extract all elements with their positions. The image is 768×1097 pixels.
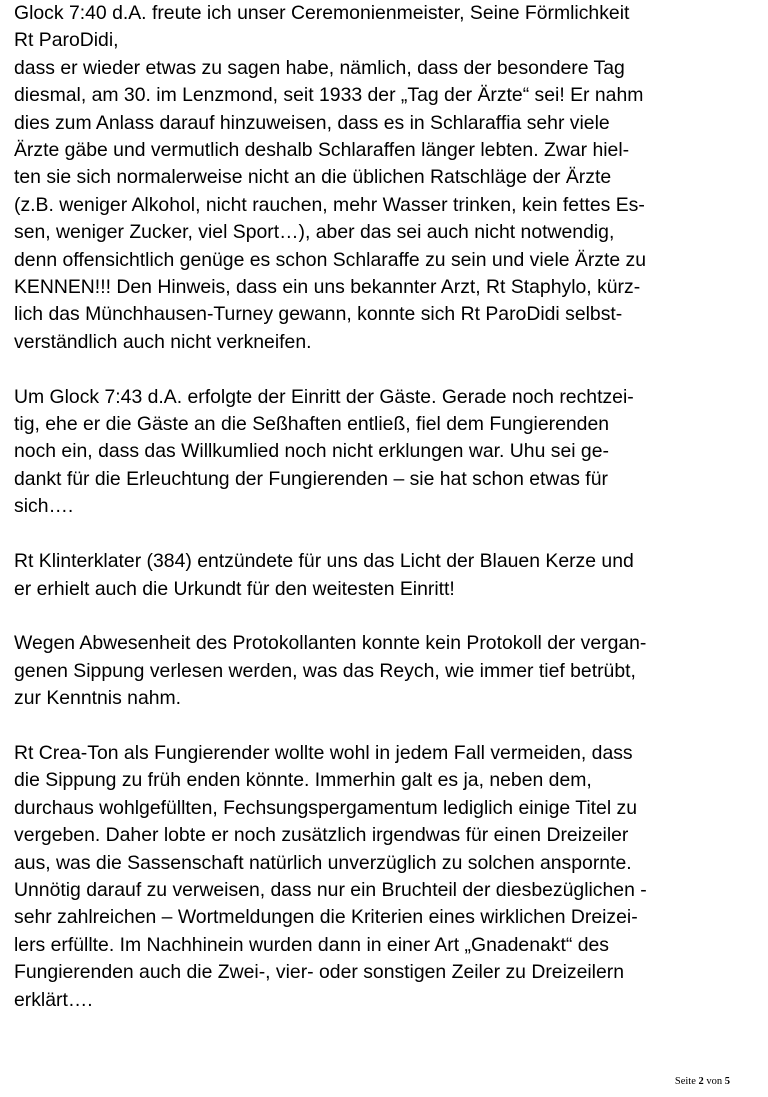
text-line: noch ein, dass das Willkumlied noch nicht erklungen war. Uhu sei ge-: [14, 440, 609, 463]
text-line: sen, weniger Zucker, viel Sport…), aber das sei auch nicht notwendig,: [14, 221, 615, 244]
footer-page-number: 2: [698, 1076, 704, 1087]
text-line: sich….: [14, 495, 74, 518]
text-line: Fungierenden auch die Zwei-, vier- oder sonstigen Zeiler zu Dreizeilern: [14, 961, 625, 984]
text-line: verständlich auch nicht verkneifen.: [14, 330, 312, 353]
paragraph-protokoll: [14, 630, 754, 712]
paragraph-spacer: [14, 521, 754, 548]
text-line: aus, was die Sassenschaft natürlich unverzüglich zu solchen anspornte.: [14, 851, 632, 874]
text-line: Rt Crea-Ton als Fungierender wollte wohl in jedem Fall vermeiden, dass: [14, 741, 633, 764]
paragraph-spacer: [14, 713, 754, 740]
text-line: lich das Münchhausen-Turney gewann, konnte sich Rt ParoDidi selbst-: [14, 303, 623, 326]
text-line: Rt ParoDidi,: [14, 29, 119, 52]
text-line: Glock 7:40 d.A. freute ich unser Ceremonienmeister, Seine Förmlichkeit: [14, 2, 630, 24]
text-line: Unnötig darauf zu verweisen, dass nur ein Bruchteil der diesbezüglichen -: [14, 878, 647, 901]
text-line: die Sippung zu früh enden könnte. Immerhin galt es ja, neben dem,: [14, 769, 592, 792]
paragraph-ceremonienmeister: [14, 0, 754, 356]
text-line: KENNEN!!! Den Hinweis, dass ein uns bekannter Arzt, Rt Staphylo, kürz-: [14, 276, 641, 299]
paragraph-dreizeiler: [14, 740, 754, 1014]
text-line: dass er wieder etwas zu sagen habe, nämlich, dass der besondere Tag: [14, 56, 625, 79]
text-line: vergeben. Daher lobte er noch zusätzlich irgendwas für einen Dreizeiler: [14, 824, 629, 847]
text-line: Um Glock 7:43 d.A. erfolgte der Einritt der Gäste. Gerade noch rechtzei-: [14, 385, 634, 408]
text-line: denn offensichtlich genüge es schon Schlaraffe zu sein und viele Ärzte zu: [14, 248, 647, 271]
paragraph-einritt-gaeste: [14, 384, 754, 521]
footer-page-label: Seite: [674, 1076, 696, 1087]
text-line: durchaus wohlgefüllten, Fechsungspergamentum lediglich einige Titel zu: [14, 796, 638, 819]
paragraph-blaue-kerze: [14, 548, 754, 603]
text-line: genen Sippung verlesen werden, was das Reych, wie immer tief betrübt,: [14, 659, 636, 682]
text-line: Wegen Abwesenheit des Protokollanten konnte kein Protokoll der vergan-: [14, 632, 647, 655]
text-line: ten sie sich normalerweise nicht an die üblichen Ratschläge der Ärzte: [14, 166, 612, 189]
text-line: erklärt….: [14, 988, 93, 1011]
text-line: er erhielt auch die Urkundt für den weitesten Einritt!: [14, 577, 455, 600]
footer-page-total: 5: [724, 1076, 730, 1087]
text-line: Rt Klinterklater (384) entzündete für uns das Licht der Blauen Kerze und: [14, 550, 634, 573]
text-line: dankt für die Erleuchtung der Fungierenden – sie hat schon etwas für: [14, 467, 608, 490]
footer-of-label: von: [706, 1076, 723, 1087]
page-footer: [675, 1076, 730, 1088]
text-line: sehr zahlreichen – Wortmeldungen die Kriterien eines wirklichen Dreizei-: [14, 906, 638, 929]
document-body: [14, 0, 754, 1014]
text-line: zur Kenntnis nahm.: [14, 687, 182, 710]
text-line: tig, ehe er die Gäste an die Seßhaften entließ, fiel dem Fungierenden: [14, 413, 610, 436]
paragraph-spacer: [14, 603, 754, 630]
text-line: lers erfüllte. Im Nachhinein wurden dann in einer Art „Gnadenakt“ des: [14, 933, 609, 956]
text-line: dies zum Anlass darauf hinzuweisen, dass es in Schlaraffia sehr viele: [14, 111, 610, 134]
text-line: Ärzte gäbe und vermutlich deshalb Schlaraffen länger lebten. Zwar hiel-: [14, 139, 630, 162]
text-line: (z.B. weniger Alkohol, nicht rauchen, mehr Wasser trinken, kein fettes Es-: [14, 193, 645, 216]
paragraph-spacer: [14, 356, 754, 383]
text-line: diesmal, am 30. im Lenzmond, seit 1933 der „Tag der Ärzte“ sei! Er nahm: [14, 84, 644, 107]
